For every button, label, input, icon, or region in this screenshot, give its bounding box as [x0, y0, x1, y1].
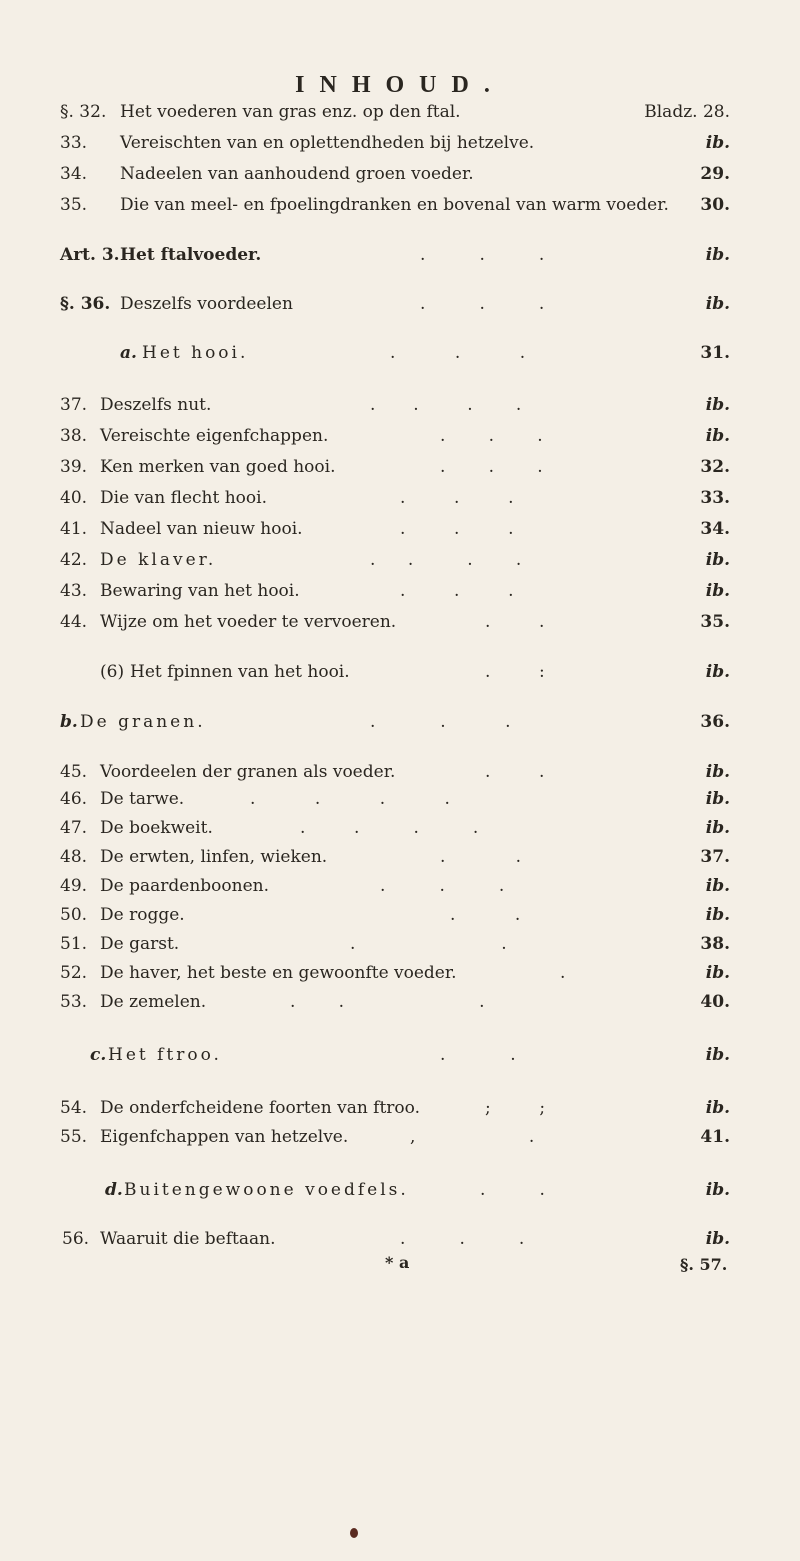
entry-number: 37.	[60, 395, 88, 415]
entry-text: Het ftalvoeder.	[120, 245, 262, 265]
entry-page: 31.	[700, 343, 730, 363]
entry-page: ib.	[705, 789, 730, 809]
entry-text: De klaver.	[100, 550, 217, 570]
entry-page: 29.	[700, 164, 730, 184]
entry-page: ib.	[705, 1045, 730, 1065]
entry-text: Bewaring van het hooi.	[100, 581, 300, 601]
entry-page: 36.	[700, 712, 730, 732]
entry-page: ib.	[705, 762, 730, 782]
toc-row: 52. De haver, het beste en gewoonfte voeder. . ib.	[60, 963, 730, 983]
entry-text: Buitengewoone voedfels.	[124, 1180, 409, 1200]
section-heading: c. Het ftroo. . . ib.	[90, 1045, 730, 1065]
entry-page: ib.	[705, 245, 730, 265]
entry-number: d.	[105, 1180, 123, 1200]
entry-number: 53.	[60, 992, 88, 1012]
entry-text: Waaruit die beftaan.	[100, 1229, 276, 1249]
entry-page: ib.	[705, 395, 730, 415]
entry-page: ib.	[705, 905, 730, 925]
toc-row: 56. Waaruit die beftaan. . . . ib.	[62, 1229, 730, 1249]
entry-number: 34.	[60, 164, 88, 184]
toc-row: 45. Voordeelen der granen als voeder. . . ib.	[60, 762, 730, 782]
entry-number: 54.	[60, 1098, 88, 1118]
entry-text: De garst.	[100, 934, 180, 954]
entry-text: Nadeel van nieuw hooi.	[100, 519, 303, 539]
entry-number: 46.	[60, 789, 88, 809]
entry-page: 40.	[700, 992, 730, 1012]
toc-row: (6) Het fpinnen van het hooi. . : ib.	[100, 662, 730, 682]
entry-page: ib.	[705, 876, 730, 896]
toc-row: 38. Vereischte eigenfchappen. . . . ib.	[60, 426, 730, 446]
toc-row	[0, 195, 800, 219]
toc-row	[0, 102, 800, 126]
entry-page: 38.	[700, 934, 730, 954]
entry-number: 43.	[60, 581, 88, 601]
toc-row: 37. Deszelfs nut. . . . . ib.	[60, 395, 730, 415]
entry-number: §. 36.	[60, 294, 111, 314]
entry-number: 51.	[60, 934, 88, 954]
entry-page: 34.	[700, 519, 730, 539]
entry-page: ib.	[705, 550, 730, 570]
section-heading: a. Het hooi. . . . 31.	[120, 343, 730, 363]
entry-page: 33.	[700, 488, 730, 508]
entry-page: ib.	[705, 581, 730, 601]
entry-text: De haver, het beste en gewoonfte voeder.	[100, 963, 457, 983]
toc-row: §. 36. Deszelfs voordeelen . . . ib.	[60, 294, 730, 314]
entry-number: a.	[120, 343, 137, 363]
entry-text: Wijze om het voeder te vervoeren.	[100, 612, 397, 632]
entry-text: Ken merken van goed hooi.	[100, 457, 336, 477]
entry-page: 37.	[700, 847, 730, 867]
entry-page: ib.	[705, 1229, 730, 1249]
toc-row: 40. Die van flecht hooi. . . . 33.	[60, 488, 730, 508]
entry-page: Bladz. 28.	[644, 102, 730, 122]
entry-number: 33.	[60, 133, 88, 153]
toc-row: 42. De klaver. . . . . ib.	[60, 550, 730, 570]
entry-number: 52.	[60, 963, 88, 983]
toc-row: 53. De zemelen. . . . 40.	[60, 992, 730, 1012]
entry-page: ib.	[705, 818, 730, 838]
entry-page: 41.	[700, 1127, 730, 1147]
entry-text: Het hooi.	[142, 343, 249, 363]
entry-number: 56.	[62, 1229, 90, 1249]
entry-text: De boekweit.	[100, 818, 213, 838]
entry-number: 44.	[60, 612, 88, 632]
entry-text: Die van flecht hooi.	[100, 488, 267, 508]
entry-page: ib.	[705, 963, 730, 983]
entry-text: Vereischte eigenfchappen.	[100, 426, 329, 446]
entry-number: §. 32.	[60, 102, 107, 122]
entry-text: Eigenfchappen van hetzelve.	[100, 1127, 349, 1147]
toc-row: 44. Wijze om het voeder te vervoeren. . . 35.	[60, 612, 730, 632]
ink-spot	[350, 1528, 358, 1538]
entry-text: De paardenboonen.	[100, 876, 269, 896]
entry-page: ib.	[705, 662, 730, 682]
entry-number: 42.	[60, 550, 88, 570]
entry-text: De onderfcheidene foorten van ftroo.	[100, 1098, 421, 1118]
toc-row: 54. De onderfcheidene foorten van ftroo. ; ; ib.	[60, 1098, 730, 1118]
entry-number: 45.	[60, 762, 88, 782]
toc-row: 39. Ken merken van goed hooi. . . . 32.	[60, 457, 730, 477]
entry-text: Vereischten van en oplettendheden bij hetzelve.	[120, 133, 535, 153]
toc-row: 51. De garst. . . 38.	[60, 934, 730, 954]
entry-text: Nadeelen van aanhoudend groen voeder.	[120, 164, 474, 184]
section-heading: d. Buitengewoone voedfels. . . ib.	[105, 1180, 730, 1200]
toc-row: 50. De rogge. . . ib.	[60, 905, 730, 925]
entry-page: ib.	[705, 1180, 730, 1200]
entry-text: Het fpinnen van het hooi.	[130, 662, 350, 682]
entry-page: 35.	[700, 612, 730, 632]
entry-number: Art. 3.	[60, 245, 120, 265]
toc-row: 49. De paardenboonen. . . . ib.	[60, 876, 730, 896]
entry-page: 32.	[700, 457, 730, 477]
entry-number: 40.	[60, 488, 88, 508]
entry-number: 49.	[60, 876, 88, 896]
toc-row: 43. Bewaring van het hooi. . . . ib.	[60, 581, 730, 601]
entry-text: De zemelen.	[100, 992, 207, 1012]
entry-number: 50.	[60, 905, 88, 925]
entry-text: De rogge.	[100, 905, 185, 925]
entry-text: Deszelfs nut.	[100, 395, 212, 415]
toc-row: 46. De tarwe. . . . . ib.	[60, 789, 730, 809]
toc-row: 41. Nadeel van nieuw hooi. . . . 34.	[60, 519, 730, 539]
section-heading: b. De granen. . . . 36.	[60, 712, 730, 732]
entry-page: 30.	[700, 195, 730, 215]
entry-text: Voordeelen der granen als voeder.	[100, 762, 396, 782]
entry-number: (6)	[100, 662, 125, 682]
entry-number: 35.	[60, 195, 88, 215]
entry-number: b.	[60, 712, 78, 732]
catchword: §. 57.	[680, 1255, 728, 1274]
entry-text: Het voederen van gras enz. op den ftal.	[120, 102, 461, 122]
toc-row: Art. 3. Het ftalvoeder. . . . ib.	[60, 245, 730, 265]
entry-text: De tarwe.	[100, 789, 185, 809]
toc-row: 55. Eigenfchappen van hetzelve. , . 41.	[60, 1127, 730, 1147]
entry-number: 47.	[60, 818, 88, 838]
page-title: INHOUD.	[295, 72, 505, 98]
entry-text: De erwten, linfen, wieken.	[100, 847, 328, 867]
toc-row: 48. De erwten, linfen, wieken. . . 37.	[60, 847, 730, 867]
toc-row	[0, 164, 800, 188]
entry-page: ib.	[705, 426, 730, 446]
signature-mark: * a	[385, 1253, 410, 1272]
entry-page: ib.	[705, 1098, 730, 1118]
toc-row	[0, 133, 800, 157]
entry-number: 38.	[60, 426, 88, 446]
entry-text: De granen.	[80, 712, 206, 732]
entry-number: 55.	[60, 1127, 88, 1147]
entry-number: 48.	[60, 847, 88, 867]
entry-number: 39.	[60, 457, 88, 477]
entry-text: Het ftroo.	[108, 1045, 222, 1065]
entry-number: c.	[90, 1045, 107, 1065]
toc-row: 47. De boekweit. . . . . ib.	[60, 818, 730, 838]
entry-text: Die van meel- en fpoelingdranken en bovenal van warm voeder.	[120, 195, 669, 215]
entry-text: Deszelfs voordeelen	[120, 294, 293, 314]
entry-page: ib.	[705, 294, 730, 314]
entry-page: ib.	[705, 133, 730, 153]
entry-number: 41.	[60, 519, 88, 539]
